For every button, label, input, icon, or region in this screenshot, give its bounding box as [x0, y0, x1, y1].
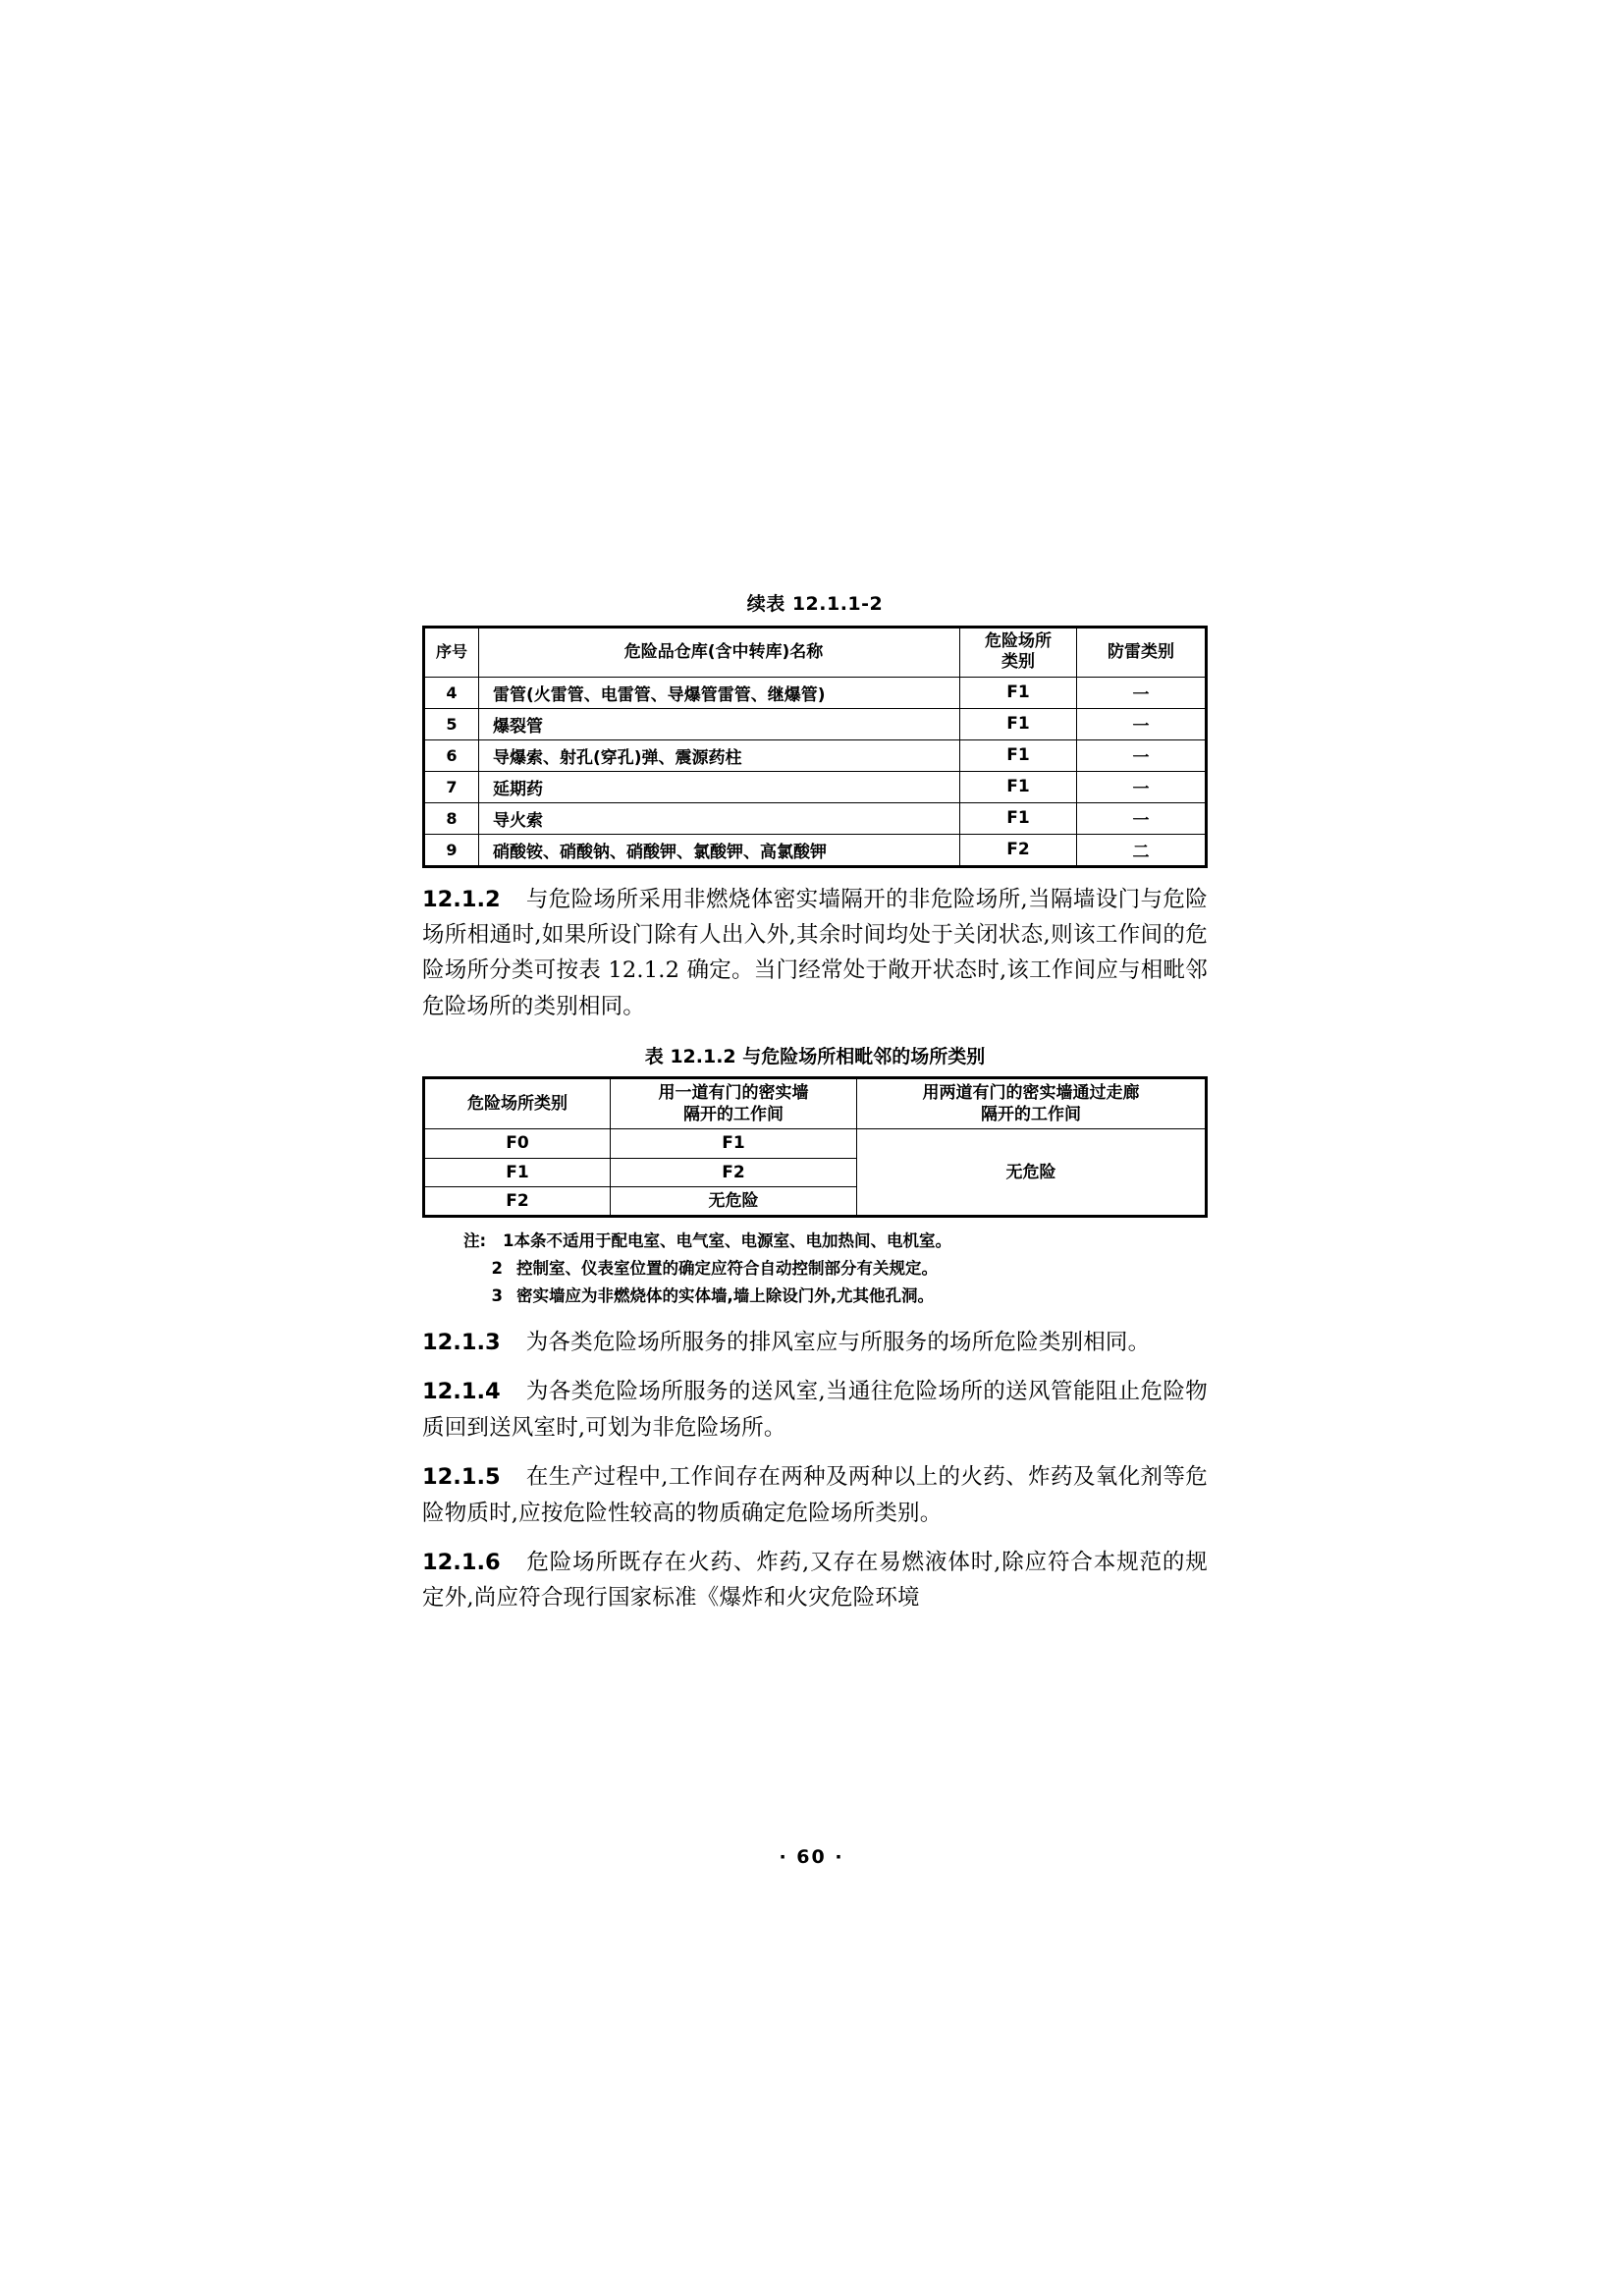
- clause-12-1-6: [422, 1545, 1208, 1616]
- clause-text: 在生产过程中,工作间存在两种及两种以上的火药、炸药及氧化剂等危险物质时,应按危险性较高的物质确定危险场所类别。: [422, 1464, 1208, 1526]
- row-category: F1: [960, 708, 1077, 739]
- row-category: F2: [424, 1186, 611, 1216]
- adjacent-place-category-table: [422, 1076, 1208, 1217]
- row-no: 5: [424, 708, 479, 739]
- row-name: 延期药: [479, 771, 960, 802]
- table-header-row: [424, 1078, 1207, 1129]
- row-category: F1: [960, 739, 1077, 771]
- notes-label: 注:: [463, 1230, 487, 1250]
- row-one-door: 无危险: [611, 1186, 857, 1216]
- table-header-row: [424, 628, 1207, 678]
- clause-12-1-5: [422, 1459, 1208, 1531]
- row-no: 9: [424, 834, 479, 866]
- page-number: · 60 ·: [779, 1846, 844, 1868]
- row-category: F1: [960, 771, 1077, 802]
- note-item: [463, 1283, 1208, 1310]
- table2-header-one-door: 用一道有门的密实墙 隔开的工作间: [611, 1078, 857, 1129]
- row-name: 雷管(火雷管、电雷管、导爆管雷管、继爆管): [479, 677, 960, 708]
- note-text: 密实墙应为非燃烧体的实体墙,墙上除设门外,尤其他孔洞。: [516, 1286, 935, 1306]
- row-no: 6: [424, 739, 479, 771]
- note-index: 1: [503, 1230, 514, 1250]
- clause-12-1-3: [422, 1325, 1208, 1360]
- row-category: F1: [424, 1158, 611, 1186]
- clause-text: 与危险场所采用非燃烧体密实墙隔开的非危险场所,当隔墙设门与危险场所相通时,如果所设门除有人出入外,其余时间均处于关闭状态,则该工作间的危险场所分类可按表 12.1.2 确定。当门经常处于敞开状态时,该工作间应与相毗邻危险场所的类别相同。: [422, 886, 1208, 1019]
- table-row: [424, 677, 1207, 708]
- clause-number: 12.1.5: [422, 1464, 501, 1491]
- row-one-door: F1: [611, 1129, 857, 1158]
- table-row: [424, 771, 1207, 802]
- table1-caption: 续表 12.1.1-2: [746, 593, 884, 615]
- clause-text: 为各类危险场所服务的排风室应与所服务的场所危险类别相同。: [525, 1329, 1151, 1355]
- row-category: F2: [960, 834, 1077, 866]
- table2-header-category: 危险场所类别: [424, 1078, 611, 1129]
- note-index: 2: [491, 1259, 503, 1279]
- row-name: 爆裂管: [479, 708, 960, 739]
- note-index: 3: [491, 1286, 503, 1306]
- row-lightning: 一: [1077, 771, 1207, 802]
- table1-header-lightning: 防雷类别: [1077, 628, 1207, 678]
- table-row: [424, 834, 1207, 866]
- clause-text: 为各类危险场所服务的送风室,当通往危险场所的送风管能阻止危险物质回到送风室时,可划为非危险场所。: [422, 1379, 1208, 1441]
- table1-header-category: 危险场所 类别: [960, 628, 1077, 678]
- clause-number: 12.1.3: [422, 1329, 501, 1355]
- table2-caption: 表 12.1.2 与危险场所相毗邻的场所类别: [644, 1046, 986, 1068]
- row-category: F0: [424, 1129, 611, 1158]
- row-lightning: 一: [1077, 739, 1207, 771]
- clause-number: 12.1.6: [422, 1550, 501, 1576]
- row-one-door: F2: [611, 1158, 857, 1186]
- table-row: [424, 1129, 1207, 1158]
- note-item: [463, 1228, 1208, 1255]
- table2-header-two-doors: 用两道有门的密实墙通过走廊 隔开的工作间: [857, 1078, 1207, 1129]
- row-lightning: 二: [1077, 834, 1207, 866]
- row-category: F1: [960, 802, 1077, 834]
- note-text: 本条不适用于配电室、电气室、电源室、电加热间、电机室。: [514, 1230, 951, 1250]
- table1-header-name: 危险品仓库(含中转库)名称: [479, 628, 960, 678]
- row-no: 7: [424, 771, 479, 802]
- hazard-warehouse-table: [422, 626, 1208, 868]
- row-name: 导火索: [479, 802, 960, 834]
- row-no: 4: [424, 677, 479, 708]
- clause-text: 危险场所既存在火药、炸药,又存在易燃液体时,除应符合本规范的规定外,尚应符合现行国家标准《爆炸和火灾危险环境: [422, 1550, 1208, 1612]
- clause-12-1-2: [422, 882, 1208, 1025]
- note-item: [463, 1255, 1208, 1283]
- clause-number: 12.1.4: [422, 1379, 501, 1405]
- row-lightning: 一: [1077, 708, 1207, 739]
- table-row: [424, 802, 1207, 834]
- row-lightning: 一: [1077, 677, 1207, 708]
- row-two-doors-merged: 无危险: [857, 1129, 1207, 1216]
- table-row: [424, 708, 1207, 739]
- note-text: 控制室、仪表室位置的确定应符合自动控制部分有关规定。: [516, 1259, 938, 1279]
- table1-header-no: 序号: [424, 628, 479, 678]
- table-row: [424, 739, 1207, 771]
- clause-12-1-4: [422, 1374, 1208, 1446]
- row-no: 8: [424, 802, 479, 834]
- clause-number: 12.1.2: [422, 886, 501, 912]
- row-category: F1: [960, 677, 1077, 708]
- row-name: 硝酸铵、硝酸钠、硝酸钾、氯酸钾、高氯酸钾: [479, 834, 960, 866]
- page-content: [422, 589, 1208, 1616]
- row-lightning: 一: [1077, 802, 1207, 834]
- row-name: 导爆索、射孔(穿孔)弹、震源药柱: [479, 739, 960, 771]
- table-notes: [422, 1228, 1208, 1311]
